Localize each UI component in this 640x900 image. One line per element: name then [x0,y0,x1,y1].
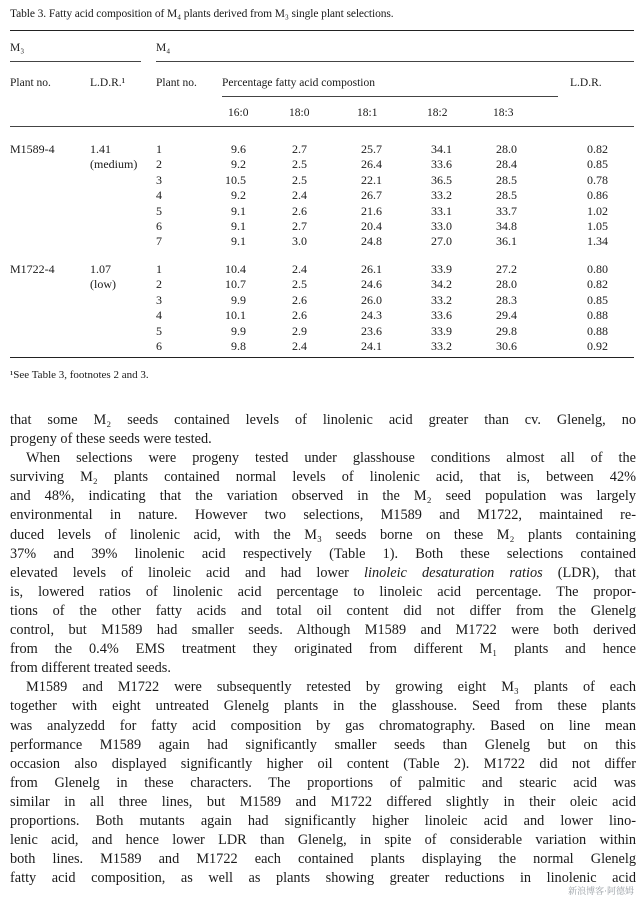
fatty-acid-value: 24.3 [361,308,382,323]
m3-plant-label: M1722-4 [10,262,55,276]
fatty-acid-value: 33.0 [431,219,452,233]
fatty-acid-value: 28.5 [496,188,517,203]
fatty-acid-value: 27.0 [431,234,452,249]
fatty-acid-value: 34.8 [496,219,517,233]
text-line: duced levels of linolenic acid, with the M₃ seeds borne on these M₂ plants containing [10,526,636,543]
table-footnote: ¹See Table 3, footnotes 2 and 3. [10,369,149,381]
text-line: 37% and 39% linolenic acid respectively (Table 1). Both these selections contained [10,545,636,562]
text-line: performance M1589 again had significantly smaller seeds than Glenelg but on this [10,736,636,753]
paragraph [10,678,636,888]
fatty-acid-value: 9.9 [231,323,246,338]
fatty-acid-value: 2.5 [292,157,307,172]
fatty-acid-value: 28.0 [496,142,517,156]
ldr-value: 0.82 [587,142,608,156]
m4-plant-number: 2 [156,277,162,292]
ldr-value: 0.85 [587,157,608,172]
fatty-acid-value: 2.6 [292,203,307,218]
fatty-acid-value: 33.9 [431,323,452,338]
ldr-value: 0.85 [587,292,608,307]
m4-plant-number: 6 [156,339,162,353]
fatty-acid-value: 25.7 [361,142,382,156]
fatty-acid-value: 10.1 [225,308,246,323]
fatty-acid-value: 9.2 [231,157,246,172]
text-line: from the 0.4% EMS treatment they originated from different M₁ plants and hence [10,641,636,658]
text-line: tions of the other fatty acids and total oil content did not differ from the Glenelg [10,602,636,619]
fatty-acid-value: 20.4 [361,219,382,233]
fatty-acid-value: 2.5 [292,277,307,292]
header-m3: M₃ [10,42,25,54]
ldr-value: 0.88 [587,308,608,323]
text-line: from Glenelg in these characters. The proportions of palmitic and stearic acid was [10,774,636,791]
header-ldr-m4: L.D.R. [570,77,602,89]
fatty-acid-value: 2.6 [292,292,307,307]
m3-ldr-class: (low) [90,277,116,291]
m4-plant-number: 6 [156,219,162,233]
fatty-acid-value: 33.2 [431,339,452,353]
fatty-acid-value: 28.3 [496,292,517,307]
fatty-acid-value: 2.4 [292,339,307,353]
ldr-value: 1.02 [587,203,608,218]
fatty-acid-value: 2.5 [292,172,307,187]
header-plant-no-m3: Plant no. [10,77,51,89]
text-line: lenic acid, and hence lower LDR than Glenelg, in spite of considerable variation within [10,832,636,849]
text-line [10,564,636,583]
fatty-acid-value: 26.7 [361,188,382,203]
text-line: that some M₂ seeds contained levels of linolenic acid greater than cv. Glenelg, no [10,412,636,428]
header-acid: 18:3 [493,107,514,119]
m3-ldr-value: 1.41 [90,142,111,156]
m4-plant-number: 5 [156,323,162,338]
text-line: environmental in nature. However two selections, M1589 and M1722, maintained re- [10,507,636,524]
text-line: When selections were progeny tested under glasshouse conditions almost all of the [26,450,636,467]
m4-plant-number: 3 [156,292,162,307]
fatty-acid-value: 29.8 [496,323,517,338]
header-ldr-m3: L.D.R.¹ [90,77,126,89]
text-run: (LDR), that [542,564,636,581]
fatty-acid-value: 21.6 [361,203,382,218]
fatty-acid-value: 33.2 [431,292,452,307]
table-bottom-rule [10,357,634,358]
fatty-acid-value: 2.9 [292,323,307,338]
header-acid: 18:2 [427,107,448,119]
text-line: fatty acid composition, as well as plants showing greater reductions in linolenic acid [10,870,636,887]
ldr-value: 0.92 [587,339,608,353]
m4-plant-number: 3 [156,172,162,187]
header-plant-no-m4: Plant no. [156,77,197,89]
m4-plant-number: 7 [156,234,162,249]
m3-ldr-value: 1.07 [90,262,111,276]
fatty-acid-value: 24.6 [361,277,382,292]
paragraph [10,449,636,678]
fatty-acid-value: 2.7 [292,219,307,233]
paragraph [10,411,636,449]
fatty-acid-value: 28.4 [496,157,517,172]
table-top-rule [10,30,634,31]
text-line: progeny of these seeds were tested. [10,431,212,448]
body-text [10,411,636,888]
text-line: surviving M₂ plants contained normal levels of linolenic acid, that is, between 42% [10,469,636,486]
fatty-acid-value: 24.8 [361,234,382,249]
fatty-acid-value: 34.2 [431,277,452,292]
text-line: together with eight untreated Glenelg plants in the glasshouse. Seed from these plants [10,698,636,715]
m4-plant-number: 4 [156,188,162,203]
header-bottom-rule [10,126,634,127]
fatty-acid-value: 26.1 [361,262,382,276]
fatty-acid-value: 26.0 [361,292,382,307]
m3-plant-label: M1589-4 [10,142,55,156]
fatty-acid-value: 10.7 [225,277,246,292]
fatty-acid-value: 28.0 [496,277,517,292]
header-acid: 16:0 [228,107,249,119]
fatty-acid-value: 2.7 [292,142,307,156]
text-line: similar in all three lines, but M1589 and M1722 differed slightly in their oleic acid [10,793,636,810]
fatty-acid-value: 9.1 [231,219,246,233]
header-m4: M₄ [156,42,171,54]
fatty-acid-value: 34.1 [431,142,452,156]
ldr-value: 0.80 [587,262,608,276]
fatty-acid-value: 28.5 [496,172,517,187]
fatty-acid-value: 33.6 [431,157,452,172]
fatty-acid-value: 36.5 [431,172,452,187]
italic-term: linoleic desaturation ratios [364,564,543,581]
text-line: was analyzedd for fatty acid composition by gas chromatography. Based on line mean [10,717,636,734]
fatty-acid-value: 10.5 [225,172,246,187]
text-run: elevated levels of linoleic acid and had lower [10,564,365,581]
fatty-acid-value: 27.2 [496,262,517,276]
fatty-acid-value: 33.7 [496,203,517,218]
fatty-acid-value: 22.1 [361,172,382,187]
fatty-acid-value: 10.4 [225,262,246,276]
m3-ldr-class: (medium) [90,157,138,171]
ldr-value: 0.86 [587,188,608,203]
fatty-acid-value: 36.1 [496,234,517,249]
text-line: both lines. M1589 and M1722 each contained plants displaying the normal Glenelg [10,851,636,868]
header-rule-m4 [156,61,634,62]
text-line: and 48%, indicating that the variation observed in the M₂ seed population was largely [10,488,636,505]
text-line: is, lowered ratios of linolenic acid percentage to linoleic acid percentage. The propor- [10,583,636,600]
fatty-acid-value: 3.0 [292,234,307,249]
fatty-acid-value: 33.1 [431,203,452,218]
watermark: 新浪博客·阿德姆 [568,887,634,897]
fatty-acid-value: 33.6 [431,308,452,323]
fatty-acid-value: 2.4 [292,188,307,203]
text-line: M1589 and M1722 were subsequently retested by growing eight M₃ plants of each [26,679,636,696]
text-line: control, but M1589 had smaller seeds. Although M1589 and M1722 were both derived [10,622,636,639]
fatty-acid-value: 24.1 [361,339,382,353]
table-caption: Table 3. Fatty acid composition of M₄ plants derived from M₃ single plant selections. [10,8,394,20]
text-line: proportions. Both mutants again had significantly higher linoleic acid and lower lino- [10,812,636,829]
fatty-acid-value: 9.1 [231,234,246,249]
fatty-acid-value: 9.6 [231,142,246,156]
fatty-acid-value: 9.1 [231,203,246,218]
fatty-acid-value: 26.4 [361,157,382,172]
m4-plant-number: 1 [156,262,162,276]
m4-plant-number: 2 [156,157,162,172]
m4-plant-number: 5 [156,203,162,218]
fatty-acid-value: 30.6 [496,339,517,353]
fatty-acid-value: 2.6 [292,308,307,323]
fatty-acid-value: 9.8 [231,339,246,353]
header-percentage: Percentage fatty acid compostion [222,77,375,89]
m4-plant-number: 1 [156,142,162,156]
ldr-value: 1.34 [587,234,608,249]
ldr-value: 0.88 [587,323,608,338]
fatty-acid-value: 23.6 [361,323,382,338]
fatty-acid-value: 33.9 [431,262,452,276]
m4-plant-number: 4 [156,308,162,323]
ldr-value: 0.78 [587,172,608,187]
header-rule-m3 [10,61,141,62]
fatty-acid-value: 29.4 [496,308,517,323]
text-line: occasion also displayed significantly higher oil content (Table 2). M1722 did not differ [10,755,636,772]
fatty-acid-value: 33.2 [431,188,452,203]
text-line: from different treated seeds. [10,660,171,677]
header-acid: 18:0 [289,107,310,119]
header-acid: 18:1 [357,107,378,119]
header-rule-pct [222,96,558,97]
fatty-acid-value: 2.4 [292,262,307,276]
fatty-acid-value: 9.2 [231,188,246,203]
ldr-value: 0.82 [587,277,608,292]
ldr-value: 1.05 [587,219,608,233]
fatty-acid-value: 9.9 [231,292,246,307]
